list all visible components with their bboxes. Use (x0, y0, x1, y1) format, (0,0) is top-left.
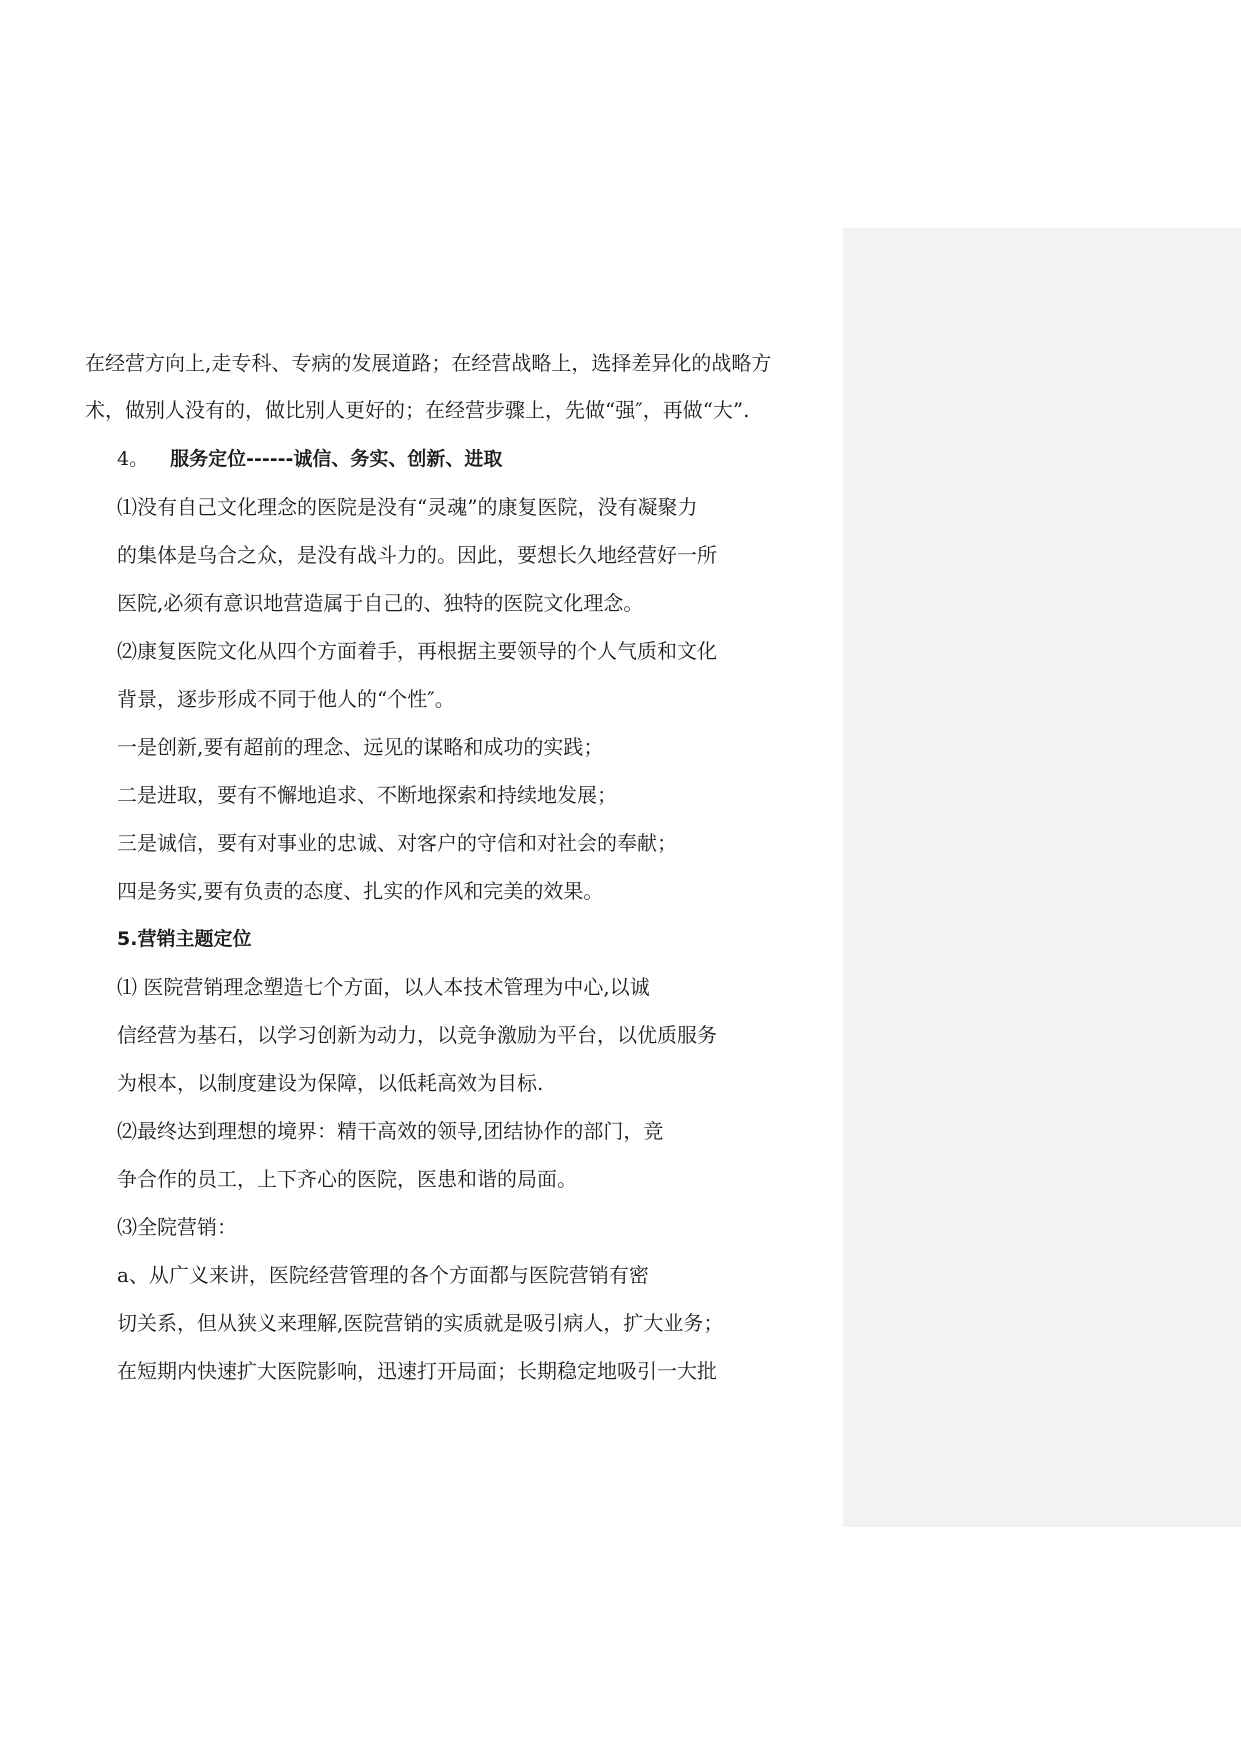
paragraph-line: ⑶全院营销： (117, 1215, 237, 1239)
paragraph-line: 背景，逐步形成不同于他人的“个性″。 (117, 687, 455, 711)
paragraph-line: 在经营方向上,走专科、专病的发展道路；在经营战略上，选择差异化的战略方 (85, 351, 772, 375)
section-heading-4 (117, 447, 502, 471)
paragraph-line: 四是务实,要有负责的态度、扎实的作风和完美的效果。 (117, 879, 604, 903)
paragraph-line: 在短期内快速扩大医院影响，迅速打开局面；长期稳定地吸引一大批 (117, 1359, 717, 1383)
paragraph-line: 信经营为基石，以学习创新为动力，以竞争激励为平台，以优质服务 (117, 1023, 717, 1047)
section-number: 4。 (117, 448, 149, 470)
paragraph-line: a、从广义来讲，医院经营管理的各个方面都与医院营销有密 (117, 1263, 649, 1287)
paragraph-line: 为根本，以制度建设为保障，以低耗高效为目标. (117, 1071, 544, 1095)
paragraph-line: 切关系，但从狭义来理解,医院营销的实质就是吸引病人，扩大业务； (117, 1311, 724, 1335)
paragraph-line: 争合作的员工，上下齐心的医院，医患和谐的局面。 (117, 1167, 577, 1191)
section-heading-5: 5.营销主题定位 (117, 928, 252, 950)
paragraph-line: 术，做别人没有的，做比别人更好的；在经营步骤上，先做“强″，再做“大”. (85, 398, 750, 422)
paragraph-line: ⑴没有自己文化理念的医院是没有“灵魂”的康复医院，没有凝聚力 (117, 495, 698, 519)
section-title: 服务定位------诚信、务实、创新、进取 (170, 448, 503, 470)
paragraph-line: 三是诚信，要有对事业的忠诚、对客户的守信和对社会的奉献； (117, 831, 677, 855)
paragraph-line: 医院,必须有意识地营造属于自己的、独特的医院文化理念。 (117, 591, 644, 615)
paragraph-line: ⑵康复医院文化从四个方面着手，再根据主要领导的个人气质和文化 (117, 639, 717, 663)
paragraph-line: 的集体是乌合之众，是没有战斗力的。因此，要想长久地经营好一所 (117, 543, 717, 567)
paragraph-line: ⑴ 医院营销理念塑造七个方面，以人本技术管理为中心,以诚 (117, 975, 650, 999)
paragraph-line: 二是进取，要有不懈地追求、不断地探索和持续地发展； (117, 783, 617, 807)
paragraph-line: ⑵最终达到理想的境界：精干高效的领导,团结协作的部门，竞 (117, 1119, 664, 1143)
comment-pane (843, 228, 1241, 1527)
paragraph-line: 一是创新,要有超前的理念、远见的谋略和成功的实践； (117, 735, 604, 759)
